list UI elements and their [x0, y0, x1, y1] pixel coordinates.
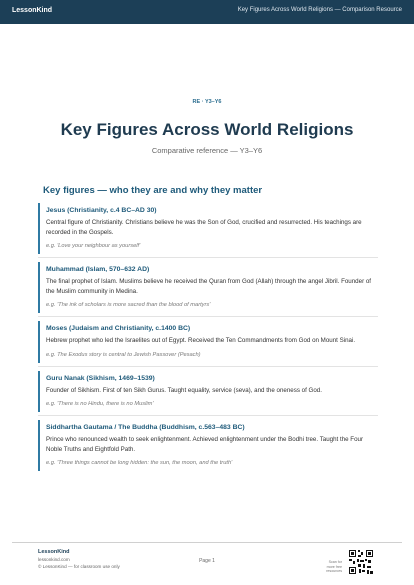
divider — [38, 366, 378, 367]
entry-title: Guru Nanak (Sikhism, 1469–1539) — [46, 374, 155, 382]
entry-description: Hebrew prophet who led the Israelites out of Egypt. Received the Ten Commandments from God on Mount Sinai. — [46, 337, 356, 344]
divider — [38, 257, 378, 258]
entry-description: Founder of Sikhism. First of ten Sikh Gurus. Taught equality, service (seva), and the oneness of God. — [46, 386, 322, 394]
entry-title: Moses (Judaism and Christianity, c.1400 BC) — [46, 325, 191, 332]
qr-code-icon — [348, 549, 374, 575]
divider — [38, 316, 378, 317]
entry-description: The final prophet of Islam. Muslims believe he received the Quran from God (Allah) through the angel Jibril. Founder of the Muslim community in Medina. — [46, 278, 372, 295]
entry-title: Siddhartha Gautama / The Buddha (Buddhism, c.563–483 BC) — [46, 424, 245, 431]
page-number: Page 1 — [199, 558, 215, 564]
footer-brand: LessonKind — [38, 549, 70, 555]
key-figures-list — [38, 203, 378, 471]
entry-buddha — [38, 420, 378, 471]
entry-example: e.g. 'Love your neighbour as yourself' — [46, 243, 141, 249]
entry-jesus — [38, 203, 378, 254]
section-heading: Key figures — who they are and why they matter — [43, 185, 263, 196]
page-subtitle: Comparative reference — Y3–Y6 — [151, 146, 263, 155]
resource-title: Key Figures Across World Religions — Comparison Resource — [237, 7, 402, 13]
top-bar — [0, 0, 414, 24]
entry-moses — [38, 321, 378, 363]
entry-title: Jesus (Christianity, c.4 BC–AD 30) — [46, 207, 157, 214]
entry-description: Central figure of Christianity. Christians believe he was the Son of God, crucified and resurrected. His teachings are recorded in the Gospels. — [46, 219, 362, 236]
footer-website: lessonkind.com — [38, 557, 70, 562]
brand-name: LessonKind — [12, 7, 53, 14]
entry-guru-nanak — [38, 371, 378, 413]
footer-copyright: © LessonKind — for classroom use only — [38, 564, 120, 569]
entry-example: e.g. 'There is no Hindu, there is no Muslim' — [46, 401, 154, 407]
entry-example: e.g. The Exodus story is central to Jewish Passover (Pesach) — [46, 351, 201, 358]
divider — [38, 415, 378, 416]
entry-example: e.g. 'Three things cannot be long hidden: the sun, the moon, and the truth' — [46, 460, 233, 466]
subject-kicker: RE · Y3–Y6 — [192, 99, 222, 105]
entry-muhammad — [38, 262, 378, 313]
footer-divider — [12, 542, 402, 543]
page-title: Key Figures Across World Religions — [60, 120, 354, 139]
entry-description: Prince who renounced wealth to seek enlightenment. Achieved enlightenment under the Bodhi tree. Taught the Four Noble Truths and Eightfold Path. — [46, 436, 364, 453]
scan-caption-line1: Scan for — [328, 560, 342, 564]
entry-title: Muhammad (Islam, 570–632 AD) — [46, 266, 150, 273]
entry-example: e.g. 'The ink of scholars is more sacred than the blood of martyrs' — [46, 302, 211, 308]
scan-caption-line2: more free resources — [326, 564, 342, 573]
scan-caption — [314, 560, 342, 574]
